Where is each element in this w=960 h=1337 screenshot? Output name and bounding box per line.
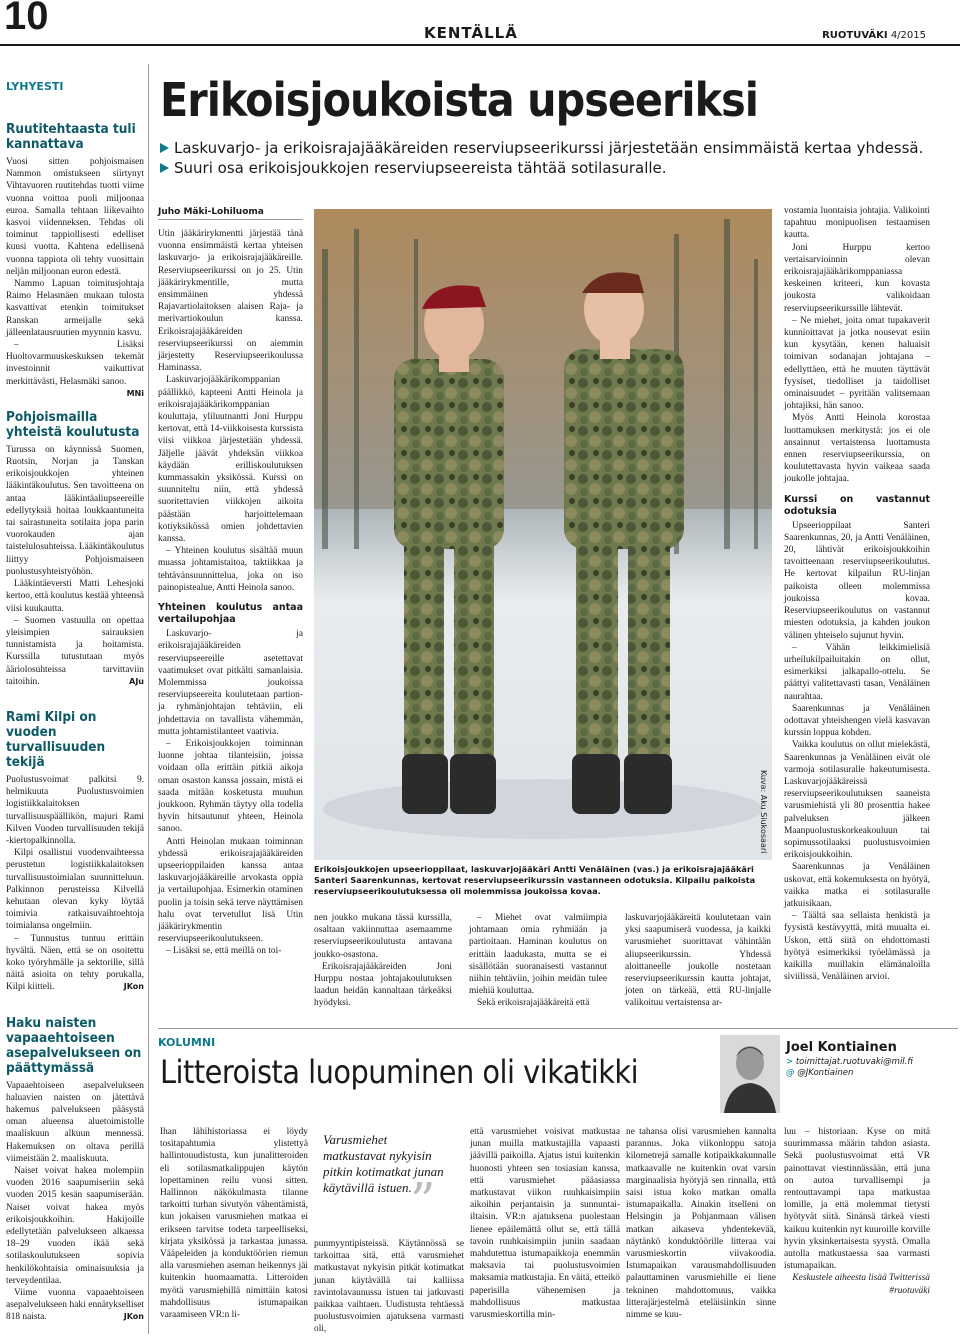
paragraph: vostamia luontaisia johtajia. Valikointi tapahtuu monipuolisen testaamisen kautta.: [784, 206, 930, 241]
subheading: Kurssi on vastannut odotuksia: [784, 493, 930, 517]
paragraph: Antti Heinolan mukaan toiminnan yhdessä erikoisrajajääkäreiden upseerioppilaiden kanssa antaa laskuvarjojääkäreille arvokasta oppia ja vertailupohjaa. Esimerkin otaminen puolin ja toisin sekä terve näyttämisen halu ovat tervetullut lisä Utin jääkärirykmentin reserviupseerikoulutukseen.: [158, 836, 303, 945]
brief-paragraph: Nammo Lapuan toimitusjohtaja Raimo Helasmäen mukaan tulosta kasvattivat etenkin toimitukset Ranskan armeijalle sekä jälleenlatausruutien myynnin kasvu.: [6, 279, 144, 338]
author-email[interactable]: toimittajat.ruotuvaki@mil.fi: [795, 1057, 913, 1067]
brief-signature: JKon: [123, 1312, 144, 1322]
paragraph: Ihan lähihistoriassa ei löydy tositapahtumia ylistettyä hallintouudistusta, kun junalitteroiden eli sotilasmatkalippujen käytön lopettaminen reilu vuosi sitten. Hallinnon näkökulmasta tilanne tarkoitti turhan sivutyön vähentämistä, kun jokaisen varusmiehen matkaa ei erikseen tarvitse todeta tarpeelliseksi, kirjata yksikössä ja tarkastaa junassa. Vääpeleiden ja konduktöörien riemun alla varusmiehen aseman heikennys jäi kuitenkin huomaamatta. Litteroiden myötä varusmiehillä nimittäin katosi mahdollisuus istumapaikan varaamiseen VR:n li-: [160, 1127, 308, 1321]
paragraph: Saarenkunnas ja Venäläinen odottavat yhteishengen vielä kasvavan kurssin loppua kohden.: [784, 703, 930, 739]
article-column-1: [158, 228, 303, 958]
brief-paragraph: Naiset voivat hakea molempiin vuoden 2016 saapumiseriin sekä vuoden 2015 kesän saapumiserään. Naiset voivat hakea myös erikoisjoukkoihin. Hakijoille edellytetään palvelukseen alkaessa 18–29 vuoden ikää sekä sotilaskoulutukseen sopivia henkilökohtaisia ominaisuuksia ja terveydentilaa.: [6, 1166, 144, 1286]
author-rule: [158, 219, 303, 220]
brief-paragraph: Puolustusvoimat palkitsi 9. helmikuuta Puolustusvoimien logistiikkalaitoksen turvallisuuspäällikön, majuri Rami Kilven Vuoden turvallisuuden tekijä -kiertopalkinnolla.: [6, 774, 144, 846]
author-twitter[interactable]: @JKontiainen: [797, 1068, 854, 1078]
paragraph: – Ne miehet, joita omat tupakaverit kunnioittavat ja jotka nousevat esiin kun kysytään, kenen haluaisit toimivan sodanajan johtajana – edellyttäen, että he muuten täyttävät fyysiset, tiedolliset ja taidolliset ominaisuudet – pyritään valitsemaan johtajiksi, hän sanoo.: [784, 315, 930, 412]
section-title: KENTÄLLÄ: [424, 24, 518, 42]
column-text-4: [626, 1126, 776, 1321]
paragraph: Saarenkunnas ja Venäläinen uskovat, että kokemuksesta on hyötyä, vaikka matka ei sotilasuralle jatkuisikaan.: [784, 862, 930, 909]
page-number: 10: [4, 0, 49, 38]
paragraph: että varusmiehet voisivat matkustaa junan muilla matkustajilla vapaasti jäävillä paikoilla. Ajatus istui kuitenkin huonosti yhteen sen tosiasian kanssa, että varusmiehet pääasiassa matkustavat viikon ruuhkaisimpiin aikoihin perjantaisin ja sunnuntai-iltaisin. VR:n ajatuksena puolestaan lienee epäilemättä ollut se, että tällä tavoin ruuhkaisimpiin juniin saadaan mahdutettua istumapaikkoja enemmän maksavia tai puolustusvoimien maksamia matkustajia. En väitä, etteikö paperisilla vähenemisen ja mahdollisuus matkustaa varusmieskortilla min-: [470, 1127, 620, 1321]
column-text-3: [470, 1126, 620, 1321]
brief-signature: AJu: [129, 676, 144, 686]
paragraph: – Miehet ovat valmiimpia johtamaan omia ryhmiään ja partioitaan. Haminan koulutus on erittäin laadukasta, mutta se ei sisällötään suoranaisesti vastannut niihin tehtäviin, joihin meidän tulee miehiä kouluttaa.: [469, 913, 607, 997]
paragraph: Sekä erikoisrajajääkäreitä että: [477, 998, 590, 1009]
brief-title: Ruutitehtaasta tuli kannattava: [6, 121, 136, 152]
subheading: Yhteinen koulutus antaa vertailupohjaa: [158, 602, 303, 626]
photo-illustration: [314, 209, 772, 860]
arrow-icon: >: [786, 1057, 794, 1067]
photo-caption: Erikoisjoukkojen upseerioppilaat, laskuvarjojääkäri Antti Venäläinen (vas.) ja erikoisrajajääkäri Santeri Saarenkunnas, kertovat reserviupseerikurssin vastanneen odotuksia. Kilpailu paikoista reserviupseerikoulutuksessa oli molemmissa joukoissa kovaa.: [314, 864, 756, 896]
quote-mark-icon: ”: [410, 1172, 436, 1230]
paragraph: nen joukko mukana tässä kurssilla, osaltaan vakiinnuttaa asemaamme reserviupseerikoulutusta antavana joukko-osastona.: [314, 913, 452, 960]
paragraph: Erikoisrajajääkäreiden Joni Hurppu nostaa johtajakoulutuksen laadun heidän kannaltaan tärkeäksi hyödyksi.: [314, 961, 452, 1009]
paragraph: Utin jääkärirykmentti järjestää tänä vuonna ensimmäistä kertaa yhteisen laskuvarjo- ja erikoisrajajääkäreille. Reserviupseerikurssi on jo 25. Utin jääkärirykmentille, mutta ensimmäinen yhdessä Rajavartiolaitoksen alaisen Raja- ja merivartiokoulun kanssa. Erikoisrajajääkäreiden reserviupseerikurssi on aiemmin järjestetty Reserviupseerikoulussa Haminassa.: [158, 229, 303, 374]
twitter-icon: @: [786, 1068, 795, 1078]
paragraph: – Täältä saa sellaista henkistä ja fyysistä kestävyyttä, mitä muualta ei. Uskon, että siitä on ehdottomasti hyötyä esimerkiksi työelämässä ja kaikilla muillakin elämänaloilla siviilissä, Venäläinen arvioi.: [784, 911, 930, 983]
lead-line: Suuri osa erikoisjoukkojen reserviupseereista tähtää sotilasuralle.: [160, 158, 950, 178]
column-title: Litteroista luopuminen oli vikatikki: [160, 1053, 639, 1091]
paragraph: Joni Hurppu kertoo vertaisarvioinnin olevan erikoisrajajääkärikomppaniassa keskeinen kriteeri, kun kovasta joukosta valikoidaan reserviupseerikurssille lähtevät.: [784, 242, 930, 314]
brief-title: Haku naisten vapaaehtoiseen asepalvelukseen on päättymässä: [6, 1014, 142, 1076]
paragraph: – Yhteinen koulutus sisältää muun muassa johtamistaitoa, taktiikkaa ja tehtävänsuunnittelua, joka on iso painopistealue, Antti Heinola sanoo.: [158, 546, 303, 593]
issue-number: 4/2015: [890, 30, 926, 41]
paragraph: Laskuvarjo- ja erikoisrajajääkäreiden reserviupseereille asetettavat vaatimukset ovat pitkälti samanlaisia. Molemmissa joukoissa reserviupseereita koulutetaan partion- ja ryhmänjohtajan tehtäviin, eli johdettavia on tavallista vähemmän, mutta johtamistilanteet vaativia.: [158, 629, 303, 737]
author-portrait: [720, 1035, 780, 1113]
column-signoff: Keskustele aiheesta lisää Twitterissä #ruotuväki: [792, 1273, 930, 1296]
sidebar-label: LYHYESTI: [6, 80, 64, 93]
article-column-d: [625, 912, 771, 1010]
paragraph: Upseerioppilaat Santeri Saarenkunnas, 20, ja Antti Venäläinen, 20, lähtivät erikoisjoukkoihin tavoitteenaan reserviupseerikoulutus. He kertovat kilpailun RU-linjan paikoista olleen molemmissa joukoissa kovaa. Reserviupseerikoulutus on vastannut miesten odotuksia, ja kahden joukon välinen yhteiselo sujunut hyvin.: [784, 520, 930, 641]
brief-paragraph: Lääkintäeversti Matti Lehesjoki kertoo, että koulutus kestää yhteensä viisi kuukautta.: [6, 579, 144, 614]
paragraph: ne tahansa olisi varusmiehen kannalta parannus. Joka viikonloppu satoja kilometrejä samalle kotipaikkakunnalle matkaavalle ne kuitenkin ovat varsin marginaalisia hyötyjä sen rinnalla, että saisi istua koko matkan omalla istumapaikalla. Ainakin itselleni on Helsingin ja Pohjanmaan välisen matkan aikaseva yhdentekevää, näytänkö konduktöörille litteraa vai varusmieskortin viivakoodia. Istumapaikan varausmahdollisuuden palauttaminen varusmiehille ei liene tekninen mahdottomuus, vaikka litterajärjestelmä eteläisiinkin sinne nimme se kuu-: [626, 1127, 776, 1321]
brief-signature: JKon: [123, 982, 144, 992]
paragraph: – Erikoisjoukkojen toiminnan luonne johtaa tilanteisiin, joissa voidaan olla erittäin pitkiä aikoja oman osaston kanssa jossain, mistä ei saada mitään kosketusta muuhun joukkoon. Ryhmän täytyy olla todella hyvin hitsautunut yhteen, Heinola sanoo.: [158, 738, 303, 835]
column-rule: [158, 1028, 958, 1029]
article-column-b: [314, 912, 452, 1010]
paragraph: punmyyntipisteissä. Käytännössä se tarkoittaa sitä, että varusmiehet matkustavat nykyisin pitkät kotimatkat junan käytävällä tai kalliissa ravintolavaunussa istuen tai jatkuvasti paikkaa vaihtaen. Uudistusta tehtäessä puolustusvoimien ajatuksena varmasti oli,: [314, 1239, 464, 1335]
brief-paragraph: Vapaaehtoiseen asepalvelukseen haluavien naisten on jätettävä hakemus palvelukseen pääsystä oman alueensa aluetoimistolle maaliskuun alkuun mennessä. Hakemuksen on oltava perillä viimeistään 2. maaliskuuta.: [6, 1080, 144, 1164]
header-rule: [0, 44, 960, 46]
paragraph: Laskuvarjojääkärikomppanian päällikkö, kapteeni Antti Heinola ja erikoisrajajääkärikomppanian kouluttaja, yliluutnantti Joni Hurppu kertovat, että 14-viikkoisesta kurssista viisi viikkoa järjestetään yhdessä. Jäljelle jäävät yhdeksän viikkoa käydään erilliskoulutuksen kummassakin yksikössä. Kurssi on suunniteltu niin, että yhdessä suoritettavien viikkojen aikoita päästään harjoittelemaan kotiyksikössä omien johdettavien kanssa.: [158, 375, 303, 545]
brief-paragraph: – Lisäksi Huoltovarmuuskeskuksen tekemät investoinnit vaikuttivat merkittävästi, Helasmäki sanoo. MNi: [6, 339, 144, 388]
column-text-1: [160, 1126, 308, 1321]
brief-title: Rami Kilpi on vuoden turvallisuuden tekijä: [6, 708, 106, 770]
article-headline: Erikoisjoukoista upseeriksi: [160, 73, 758, 127]
brief-paragraph: – Suomen vastuulla on opettaa yleisimpien sairauksien tunnistamista ja hoitamista. Kurssilla tutustutaan myös ääriolosuhteissa tarvittaviin taitoihin. AJu: [6, 615, 144, 687]
paragraph: Vaikka koulutus on ollut mielekästä, Saarenkunnas ja Venäläinen eivät ole varmoja sotilasuralle hakeutumisesta. Laskuvarjojääkäreissä reserviupseerikoulutuksen saaneista varusmiehistä yli 80 prosenttia hakee palveluksen jälkeen Maanpuolustuskorkeakouluun tai sopimussotilaaksi puolustusvoimien erikoisjoukkoihin.: [784, 740, 930, 861]
column-contact: [786, 1057, 913, 1079]
column-divider: [148, 64, 149, 1334]
article-lead: [160, 138, 950, 178]
lead-line: Laskuvarjo- ja erikoisrajajääkäreiden reserviupseerikurssi järjestetään ensimmäistä kertaa yhdessä.: [160, 138, 950, 158]
brief-signature: MNi: [126, 388, 144, 398]
paragraph: – Vähän leikkimielisiä urheilukilpailuitakin on ollut, esimerkiksi jalkapallo-ottelu. Se päättyi valitettavasti tasan, Venäläinen naurahtaa.: [784, 642, 930, 702]
brief-paragraph: Kilpi osallistui vuodenvaihteessa perustetun logistiikkalaitoksen turvallisuustoimialan suunnitteluun. Palkinnon perusteissa Kilvellä kehutaan olevan kyky löytää toimivia ratkaisuvaihtoehtoja toimialansa ongelmiin.: [6, 848, 144, 932]
sidebar-briefs: [6, 96, 144, 1324]
column-author-block: [786, 1040, 913, 1079]
photo-credit: Kuva: Aku Siukosaari: [759, 770, 768, 854]
paragraph: luu – historiaan. Kyse on mitä suurimmassa määrin tahdon asiasta. Sekä puolustusvoimat että VR painottavat viestinnässään, että juna on autoa turvallisempi ja rentouttavampi tapa matkustaa lomille, ja että molemmat tietysti hyötyvät siitä. Sinänsä tärkeä viesti kaikuu kuitenkin nyt kuuroille korville hyvin yksinkertaisesta syystä. Omalla autolla matkustaessa saa varmasti istumapaikan.: [784, 1127, 930, 1272]
column-label: KOLUMNI: [158, 1036, 216, 1049]
column-text-2: [314, 1238, 464, 1336]
paragraph: Myös Antti Heinola korostaa luottamuksen merkitystä: jos ei ole ansainnut vertaistensa luottamusta ennen reserviupseerikurssia, on koulutettavasta hyvin vaikeaa saada joukolle johtajaa.: [784, 413, 930, 485]
article-author: Juho Mäki-Lohiluoma: [158, 207, 264, 217]
pull-quote: Varusmiehet matkustavat nykyisin pitkin kotimatkat junan käytävillä istuen.: [323, 1132, 444, 1195]
brief-title: Pohjoismailla yhteistä koulutusta: [6, 408, 140, 440]
paragraph: – Lisäksi se, että meillä on toi-: [166, 946, 282, 957]
issue-info: [822, 30, 926, 41]
column-author: Joel Kontiainen: [786, 1040, 897, 1055]
paragraph: laskuvarjojääkäreitä koulutetaan vain yksi saapumiserä vuodessa, ja kaikki varusmiehet suorittavat vähintään aliupseerikurssin. Yhdessä aloittaneelle joukolle nostetaan reserviupseerikurssin kautta johtajat, joten on tärkeää, että RU-linjalle valikoituu vertaistensa ar-: [625, 913, 771, 1009]
article-column-right: [784, 205, 930, 983]
brief-paragraph: – Tunnustus tuntuu erittäin hyvältä. Näen, että se on osoitettu koko työryhmälle ja sektorille, sillä näitä asioita on tehty porukalla, Kilpi kiitteli. JKon: [6, 933, 144, 993]
brief-paragraph: Turussa on käynnissä Suomen, Ruotsin, Norjan ja Tanskan erikoisjoukkojen yhteinen lääkintäkoulutus. Sen tavoitteena on antaa lääkintäaliupseereille edellytyksiä hoitaa loukkaantuneita tai sairastuneita sotilaita jopa parin vuorokauden ajan taistelulosuhteissa. Lääkintäkoulutus liittyy Pohjoismaiseen puolustusyhteistyöhön.: [6, 444, 144, 577]
brief-paragraph: Viime vuonna vapaaehtoiseen asepalvelukseen haki ennätykselliset 818 naista. JKon: [6, 1288, 144, 1323]
portrait-illustration: [720, 1035, 780, 1113]
column-text-5: [784, 1126, 930, 1297]
article-column-c: [469, 912, 607, 1010]
brief-paragraph: Vuosi sitten pohjoismaisen Nammon omistukseen siirtynyt Vihtavuoren ruutitehdas tuotti viime vuonna voittoa puoli miljoonaa euroa. Samalla tehtaan liikevaihto kasvoi viidenneksen. Tehdas oli toiminut tappiollisesti edelliset kuusi vuotta. Kahtena edellisenä vuonna tappiota oli tehty vuosittain neljän miljoonan euron edestä.: [6, 157, 144, 277]
issue-brand: RUOTUVÄKI: [822, 30, 888, 41]
article-photo: [314, 209, 772, 860]
